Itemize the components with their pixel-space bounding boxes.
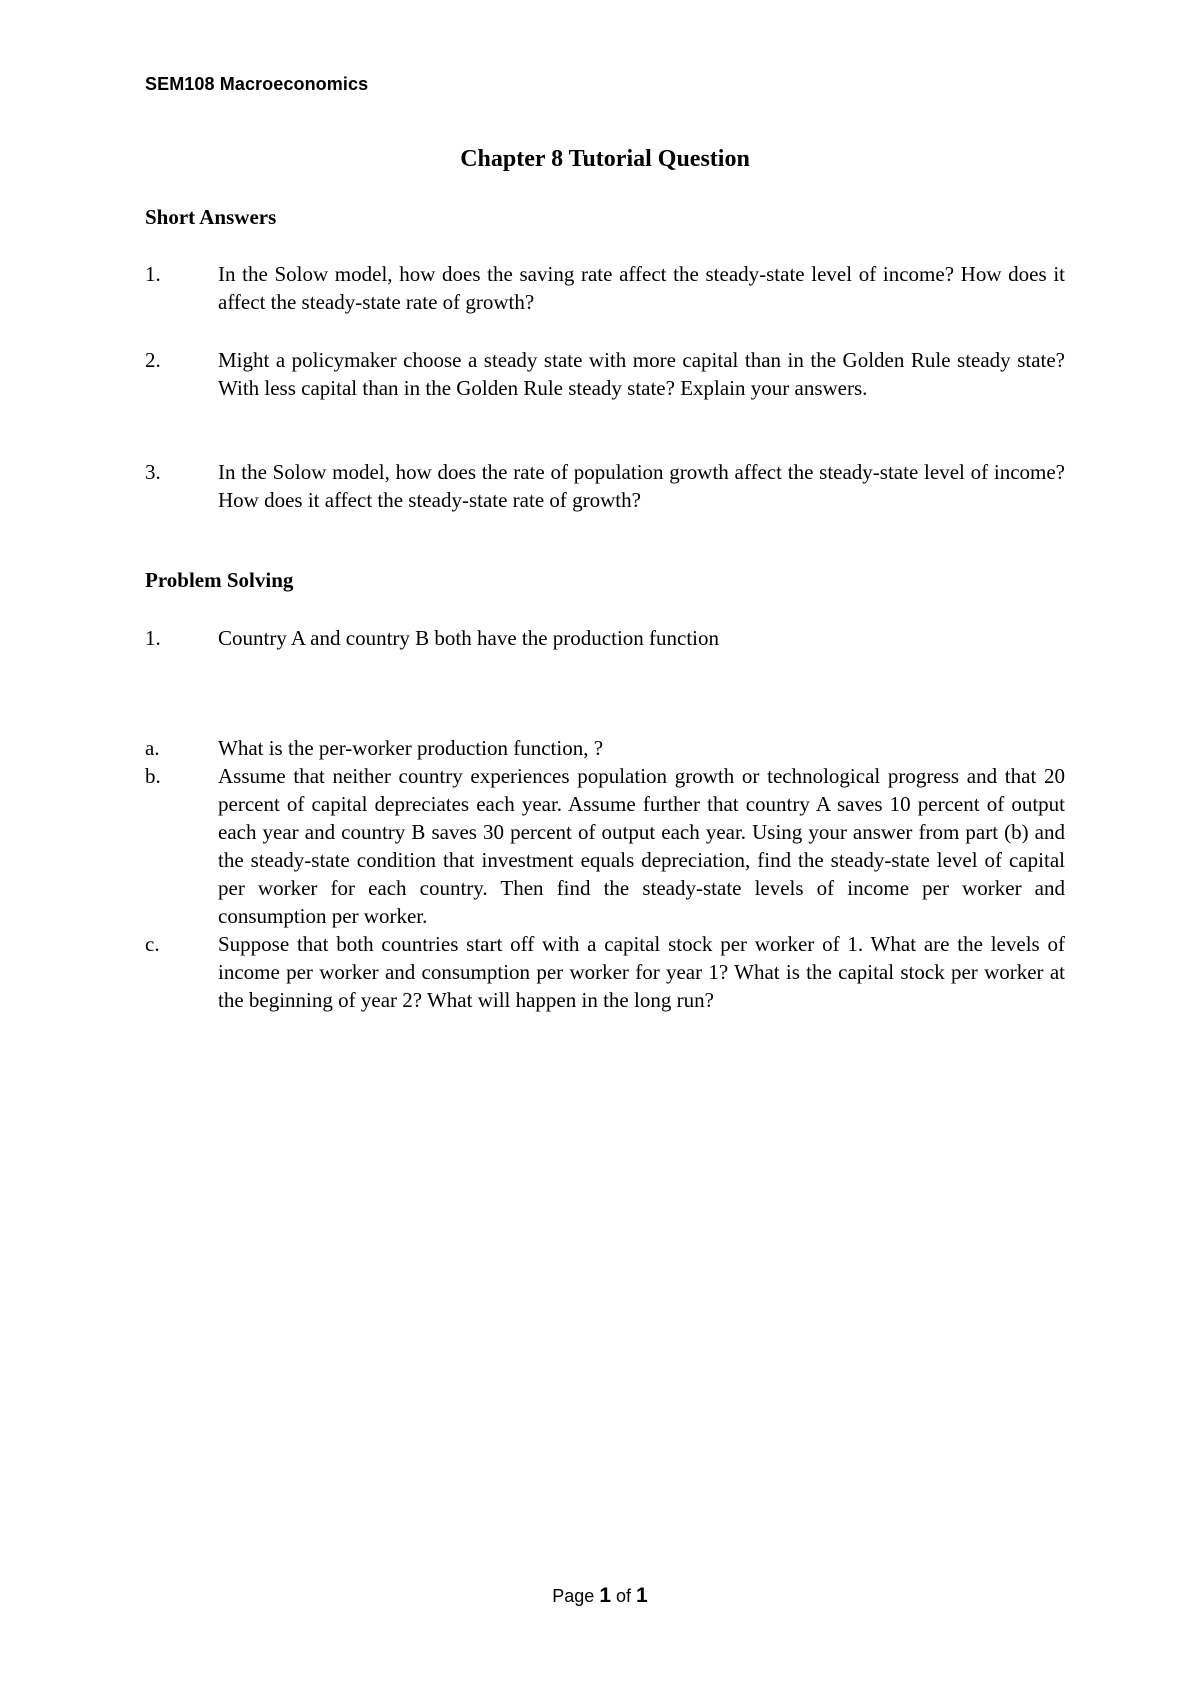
question-number: 2. (145, 348, 161, 372)
page-total: 1 (636, 1584, 648, 1607)
part-letter: c. (145, 932, 160, 956)
short-answer-question-3 (145, 458, 1065, 514)
question-text: Might a policymaker choose a steady state with more capital than in the Golden Rule steady state? With less capital than in the Golden Rule steady state? Explain your answers. (218, 348, 1065, 400)
page-footer (0, 1584, 1200, 1608)
problem-part-b (145, 762, 1065, 930)
short-answer-question-2 (145, 346, 1065, 402)
part-letter: b. (145, 764, 161, 788)
problem-part-c (145, 930, 1065, 1014)
question-number: 1. (145, 626, 161, 650)
part-text: Suppose that both countries start off with a capital stock per worker of 1. What are the levels of income per worker and consumption per worker for year 1? What is the capital stock per worker at the beginning of year 2? What will happen in the long run? (218, 932, 1065, 1012)
question-number: 1. (145, 262, 161, 286)
page-label: Page (552, 1586, 595, 1606)
of-label: of (616, 1586, 632, 1606)
page-number: 1 (599, 1584, 611, 1607)
question-text: In the Solow model, how does the rate of population growth affect the steady-state level of income? How does it affect the steady-state rate of growth? (218, 460, 1065, 512)
problem-part-a (145, 734, 1065, 762)
question-number: 3. (145, 460, 161, 484)
course-header: SEM108 Macroeconomics (145, 74, 369, 94)
question-text: In the Solow model, how does the saving rate affect the steady-state level of income? How does it affect the steady-state rate of growth? (218, 262, 1065, 314)
part-text: Assume that neither country experiences population growth or technological progress and that 20 percent of capital depreciates each year. Assume further that country A saves 10 percent of output each year and country B saves 30 percent of output each year. Using your answer from part (b) and the steady-state condition that investment equals depreciation, find the steady-state level of capital per worker for each country. Then find the steady-state levels of income per worker and consumption per worker. (218, 764, 1065, 928)
part-text: What is the per-worker production function, ? (218, 736, 604, 760)
short-answer-question-1 (145, 260, 1065, 316)
page-title: Chapter 8 Tutorial Question (460, 146, 750, 172)
problem-solving-heading: Problem Solving (145, 568, 294, 592)
problem-question-1 (145, 624, 1065, 652)
question-text: Country A and country B both have the production function (218, 626, 720, 650)
short-answers-heading: Short Answers (145, 205, 277, 229)
part-letter: a. (145, 736, 160, 760)
